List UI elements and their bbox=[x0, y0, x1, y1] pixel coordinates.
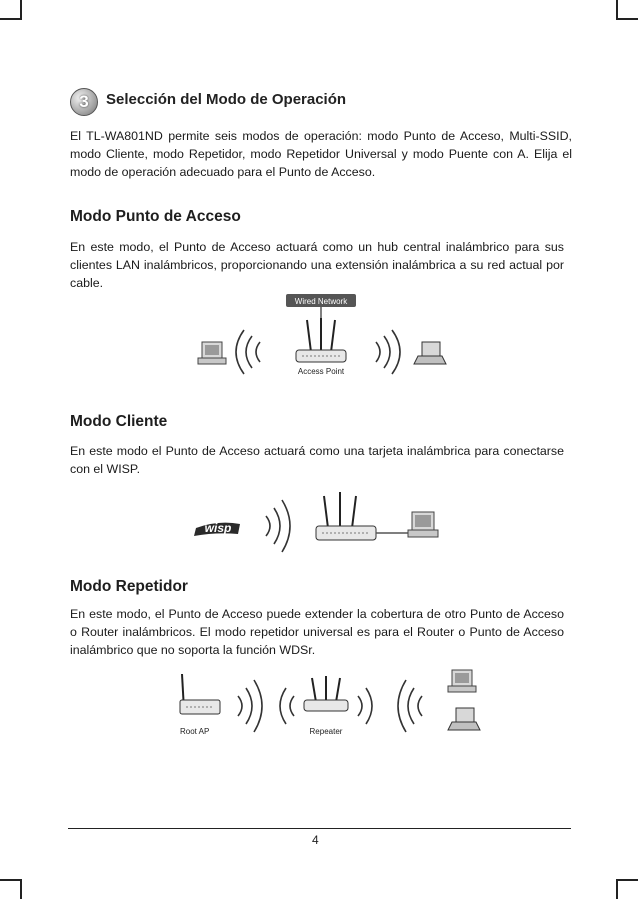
footer-divider bbox=[68, 828, 571, 829]
crop-mark-bottom-left bbox=[0, 879, 22, 899]
intro-paragraph: El TL-WA801ND permite seis modos de operación: modo Punto de Acceso, Multi-SSID, modo Cliente, modo Repetidor, modo Repetidor Universal y modo Puente con A. Elija el modo de operación adecuado para el Punto de Acceso. bbox=[70, 129, 572, 179]
root-ap-label: Root AP bbox=[180, 727, 210, 736]
laptop-icon bbox=[414, 342, 446, 364]
wired-network-label: Wired Network bbox=[294, 297, 348, 306]
access-point-paragraph: En este modo, el Punto de Acceso actuará como un hub central inalámbrico para sus clientes LAN inalámbricos, proporcionando una extensión inalámbrica a su red actual por cable. bbox=[70, 240, 564, 290]
wireless-waves-left-icon bbox=[238, 680, 262, 732]
desktop-pc-icon bbox=[448, 670, 476, 692]
heading-repeater-mode: Modo Repetidor bbox=[70, 578, 188, 595]
access-point-device-icon bbox=[296, 318, 346, 362]
root-ap-router-icon bbox=[180, 674, 220, 714]
desktop-pc-icon bbox=[408, 512, 438, 537]
heading-access-point-mode: Modo Punto de Acceso bbox=[70, 208, 241, 225]
desktop-pc-icon bbox=[198, 342, 226, 364]
page-number: 4 bbox=[312, 833, 319, 847]
client-paragraph: En este modo el Punto de Acceso actuará como una tarjeta inalámbrica para conectarse con el WISP. bbox=[70, 444, 564, 476]
repeater-paragraph: En este modo, el Punto de Acceso puede extender la cobertura de otro Punto de Acceso o Router inalámbricos. El modo repetidor universal es para el Router o Punto de Acceso inalámbrico que no soporta la función WDSr. bbox=[70, 607, 564, 657]
laptop-icon bbox=[448, 708, 480, 730]
wisp-logo-icon bbox=[194, 521, 240, 536]
wireless-waves-right-icon bbox=[398, 680, 422, 732]
repeater-label: Repeater bbox=[309, 727, 343, 736]
crop-mark-top-right bbox=[616, 0, 638, 20]
heading-client-mode: Modo Cliente bbox=[70, 413, 168, 430]
wired-network-box bbox=[286, 294, 356, 320]
client-mode-diagram bbox=[190, 486, 450, 558]
wireless-waves-left-icon bbox=[236, 330, 260, 374]
crop-mark-bottom-right bbox=[616, 879, 638, 899]
wisp-logo-text: wisp bbox=[204, 521, 232, 535]
repeater-mode-diagram bbox=[176, 666, 486, 742]
wireless-waves-icon bbox=[266, 500, 290, 552]
step-number-badge: 3 bbox=[70, 88, 98, 116]
wireless-waves-repeater-out-icon bbox=[358, 688, 372, 724]
access-point-label: Access Point bbox=[297, 367, 345, 376]
step-title: Selección del Modo de Operación bbox=[106, 91, 347, 108]
wireless-waves-right-icon bbox=[376, 330, 400, 374]
repeater-device-icon bbox=[304, 676, 348, 711]
access-point-device-icon bbox=[316, 492, 376, 540]
crop-mark-top-left bbox=[0, 0, 22, 20]
wireless-waves-repeater-in-icon bbox=[280, 688, 294, 724]
access-point-diagram bbox=[190, 290, 450, 380]
